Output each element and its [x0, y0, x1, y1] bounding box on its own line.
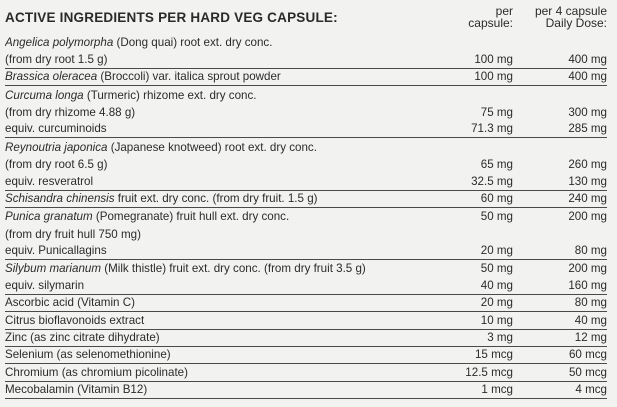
ingredient-latin-name: Reynoutria japonica	[5, 140, 108, 154]
table-row	[5, 104, 607, 121]
ingredient-name	[5, 383, 443, 398]
per-capsule-value: 15 mcg	[474, 348, 513, 362]
daily-dose-value: 130 mg	[568, 174, 607, 188]
ingredient-description: (Dong quai) root ext. dry conc.	[113, 36, 273, 50]
per-capsule-value: 12.5 mcg	[465, 365, 513, 379]
ingredient-latin-name: Curcuma longa	[5, 88, 84, 102]
ingredient-description: equiv. Punicallagins	[5, 244, 107, 258]
ingredient-table	[5, 34, 607, 399]
table-row	[5, 208, 607, 225]
ingredient-description: (from dry fruit hull 750 mg)	[5, 227, 141, 241]
daily-dose-value: 400 mg	[568, 52, 607, 66]
ingredient-name	[5, 89, 443, 104]
per-capsule-value: 60 mg	[480, 191, 513, 205]
per-capsule-header-line1: per	[495, 4, 513, 18]
ingredient-description: Zinc (as zinc citrate dihydrate)	[5, 331, 160, 345]
ingredient-name	[5, 70, 443, 85]
daily-dose-value: 260 mg	[568, 158, 607, 172]
per-capsule-value: 40 mg	[480, 278, 513, 292]
daily-dose-value: 12 mg	[574, 331, 607, 345]
per-capsule-value	[443, 155, 513, 156]
ingredient-name	[5, 158, 443, 173]
per-capsule-value: 50 mg	[480, 210, 513, 224]
ingredient-description: Citrus bioflavonoids extract	[5, 313, 145, 327]
panel-title: ACTIVE INGREDIENTS PER HARD VEG CAPSULE:	[5, 10, 338, 25]
table-row	[5, 51, 607, 68]
ingredient-description: (Turmeric) rhizome ext. dry conc.	[83, 88, 257, 102]
table-row	[5, 86, 607, 103]
ingredient-description: fruit ext. dry conc. (from dry fruit. 1.5 g)	[114, 191, 318, 205]
daily-dose-value: 200 mg	[568, 210, 607, 224]
ingredient-name	[5, 244, 443, 259]
ingredient-latin-name: Brassica oleracea	[5, 70, 98, 84]
ingredient-description: equiv. silymarin	[5, 278, 85, 292]
ingredient-name	[5, 366, 443, 381]
ingredient-description: (Milk thistle) fruit ext. dry conc. (from dry fruit 3.5 g)	[101, 262, 366, 276]
ingredient-description: (from dry root 6.5 g)	[5, 158, 108, 172]
daily-dose-value: 60 mcg	[568, 348, 607, 362]
per-capsule-value: 32.5 mg	[471, 174, 513, 188]
ingredient-description: Mecobalamin (Vitamin B12)	[5, 383, 148, 397]
per-capsule-value: 20 mg	[480, 296, 513, 310]
ingredient-name	[5, 314, 443, 329]
per-capsule-value	[443, 50, 513, 51]
table-row	[5, 277, 607, 294]
daily-dose-value	[513, 155, 607, 156]
ingredient-name	[5, 228, 443, 243]
ingredient-description: Chromium (as chromium picolinate)	[5, 365, 188, 379]
table-row	[5, 364, 607, 381]
daily-dose-value: 80 mg	[574, 296, 607, 310]
table-row	[5, 295, 607, 312]
table-row	[5, 173, 607, 190]
per-capsule-value: 3 mg	[487, 331, 513, 345]
ingredient-description: (Broccoli) var. italica sprout powder	[97, 70, 281, 84]
daily-dose-value: 400 mg	[568, 70, 607, 84]
daily-dose-value: 80 mg	[574, 244, 607, 258]
per-capsule-value: 100 mg	[474, 70, 513, 84]
table-row	[5, 191, 607, 208]
table-row	[5, 260, 607, 277]
daily-dose-value: 50 mcg	[568, 365, 607, 379]
ingredient-description: equiv. resveratrol	[5, 174, 94, 188]
ingredient-description: Selenium (as selenomethionine)	[5, 348, 171, 362]
daily-dose-value: 285 mg	[568, 122, 607, 136]
ingredient-name	[5, 53, 443, 68]
per-capsule-value	[443, 242, 513, 243]
ingredient-name	[5, 210, 443, 225]
ingredient-name	[5, 262, 443, 277]
per-capsule-value: 1 mcg	[481, 383, 513, 397]
per-capsule-value: 71.3 mg	[471, 122, 513, 136]
per-capsule-header	[443, 6, 513, 29]
ingredient-name	[5, 122, 443, 137]
ingredient-latin-name: Silybum marianum	[5, 262, 101, 276]
per-capsule-value: 50 mg	[480, 262, 513, 276]
daily-dose-value	[513, 103, 607, 104]
daily-dose-value	[513, 50, 607, 51]
per-capsule-value	[443, 103, 513, 104]
daily-dose-value: 300 mg	[568, 105, 607, 119]
ingredient-latin-name: Schisandra chinensis	[5, 191, 115, 205]
per-capsule-value: 100 mg	[474, 52, 513, 66]
ingredient-name	[5, 348, 443, 363]
daily-dose-header-line1: per 4 capsule	[534, 4, 607, 18]
table-row	[5, 156, 607, 173]
ingredient-description: (from dry rhizome 4.88 g)	[5, 105, 136, 119]
daily-dose-value	[513, 242, 607, 243]
table-header	[5, 6, 607, 34]
ingredient-name	[5, 192, 443, 207]
ingredient-name	[5, 106, 443, 121]
table-row	[5, 382, 607, 399]
per-capsule-value: 10 mg	[480, 313, 513, 327]
table-row	[5, 347, 607, 364]
daily-dose-value: 240 mg	[568, 191, 607, 205]
daily-dose-value: 160 mg	[568, 278, 607, 292]
ingredient-description: equiv. curcuminoids	[5, 122, 107, 136]
ingredient-description: (Japanese knotweed) root ext. dry conc.	[107, 140, 317, 154]
ingredient-name	[5, 296, 443, 311]
ingredient-description: (from dry root 1.5 g)	[5, 52, 108, 66]
per-capsule-value: 65 mg	[480, 158, 513, 172]
per-capsule-value: 20 mg	[480, 244, 513, 258]
ingredient-name	[5, 175, 443, 190]
ingredient-name	[5, 36, 443, 51]
per-capsule-header-line2: capsule:	[468, 15, 513, 30]
daily-dose-header	[513, 6, 607, 29]
table-row	[5, 34, 607, 51]
daily-dose-value: 200 mg	[568, 262, 607, 276]
ingredient-latin-name: Punica granatum	[5, 210, 93, 224]
table-row	[5, 121, 607, 138]
daily-dose-header-line2: Daily Dose:	[545, 15, 607, 30]
ingredient-name	[5, 331, 443, 346]
table-row	[5, 312, 607, 329]
ingredient-name	[5, 279, 443, 294]
ingredient-name	[5, 141, 443, 156]
table-row	[5, 225, 607, 242]
ingredient-latin-name: Angelica polymorpha	[5, 36, 114, 50]
ingredient-description: (Pomegranate) fruit hull ext. dry conc.	[92, 210, 290, 224]
table-row	[5, 69, 607, 86]
table-row	[5, 330, 607, 347]
daily-dose-value: 4 mcg	[575, 383, 607, 397]
table-row	[5, 138, 607, 155]
daily-dose-value: 40 mg	[574, 313, 607, 327]
per-capsule-value: 75 mg	[480, 105, 513, 119]
ingredient-description: Ascorbic acid (Vitamin C)	[5, 296, 135, 310]
table-row	[5, 243, 607, 260]
